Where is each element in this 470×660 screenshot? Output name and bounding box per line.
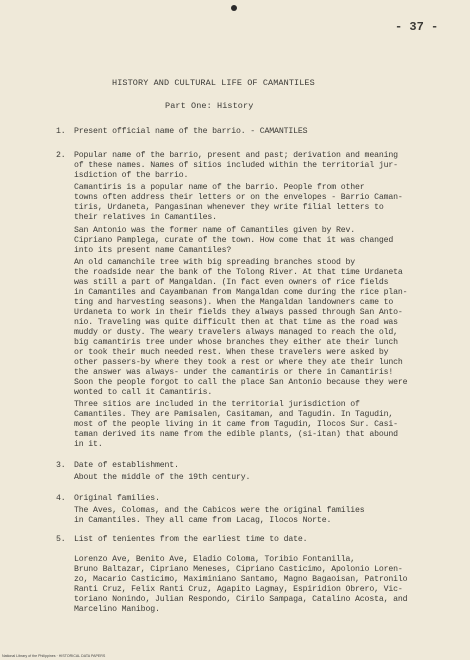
item-line: big camantiris tree under whose branches they either ate their lunch <box>74 338 398 347</box>
item-line: Soon the people forgot to call the place San Antonio because they were <box>74 378 408 387</box>
item-line: muddy or dusty. The weary travelers always managed to reach the old, <box>74 328 398 337</box>
item-line: Cipriano Pamplega, curate of the town. How come that it was changed <box>74 236 394 245</box>
item-line: Camantiris is a popular name of the barrio. People from other <box>74 183 365 192</box>
item-line: Original families. <box>74 494 160 503</box>
archive-footer: National Library of the Philippines · HISTORICAL DATA PAPERS <box>2 654 106 658</box>
item-line: in Camantiles. They all came from Lacag, Ilocos Norte. <box>74 516 332 525</box>
item-line: Lorenzo Ave, Benito Ave, Eladio Coloma, Toribio Fontanilla, <box>74 555 356 564</box>
item-line: Date of establishment. <box>74 461 179 470</box>
item-line: Three sitios are included in the territorial jurisdiction of <box>74 400 360 409</box>
item-line: The Aves, Colomas, and the Cabicos were the original families <box>74 506 365 515</box>
item-line: of these names. Names of sitios included within the territorial jur- <box>74 161 398 170</box>
item-line: Ranti Cruz, Felix Ranti Cruz, Agapito Lagmay, Espiridion Obrero, Vic- <box>74 585 403 594</box>
item-number: 5. <box>56 535 66 544</box>
item-line: in Camantiles and Cayambanan from Mangaldan come during the rice plan- <box>74 288 408 297</box>
item-line: Urdaneta to work in their fields they always passed through San Anto- <box>74 308 403 317</box>
item-line: into its present name Camantiles? <box>74 246 232 255</box>
item-line: the answer was always- under the camantiris or there in Camantiris! <box>74 368 394 377</box>
item-line: isdiction of the barrio. <box>74 171 189 180</box>
item-line: or took their much needed rest. When these travelers were asked by <box>74 348 389 357</box>
item-number: 4. <box>56 494 66 503</box>
item-line: the roadside near the bank of the Tolong River. At that time Urdaneta <box>74 268 403 277</box>
item-line: Present official name of the barrio. - CAMANTILES <box>74 127 308 136</box>
item-line: Popular name of the barrio, present and past; derivation and meaning <box>74 151 398 160</box>
item-line: ting and harvesting seasons). When the Mangaldan landowners came to <box>74 298 394 307</box>
item-line: taman derived its name from the edible plants, (si-itan) that abound <box>74 430 398 439</box>
item-line: tiris, Urdaneta, Pangasinan whenever they write filial letters to <box>74 203 384 212</box>
item-line: List of tenientes from the earliest time to date. <box>74 535 308 544</box>
item-line: About the middle of the 19th century. <box>74 473 251 482</box>
page-number: - 37 - <box>395 20 439 34</box>
item-line: Camantiles. They are Pamisalen, Casitaman, and Tagudin. In Tagudin, <box>74 410 394 419</box>
item-number: 1. <box>56 127 66 136</box>
item-line: wonted to call it Camantiris. <box>74 388 213 397</box>
item-line: toriano Nonindo, Julian Respondo, Cirilo Sampaga, Catalino Acosta, and <box>74 595 408 604</box>
part-heading: Part One: History <box>165 101 254 111</box>
document-title: HISTORY AND CULTURAL LIFE OF CAMANTILES <box>112 78 315 88</box>
item-line: Marcelino Manibog. <box>74 605 160 614</box>
item-line: An old camanchile tree with big spreading branches stood by <box>74 258 356 267</box>
item-line: nio. Traveling was quite difficult then at that time as the road was <box>74 318 398 327</box>
item-line: other passers-by where they took a rest or where they ate their lunch <box>74 358 403 367</box>
item-line: Bruno Baltazar, Cipriano Meneses, Cipriano Casticimo, Apolonio Loren- <box>74 565 403 574</box>
item-line: was still a part of Mangaldan. (In fact even owners of rice fields <box>74 278 389 287</box>
item-line: San Antonio was the former name of Camantiles given by Rev. <box>74 226 356 235</box>
item-line: their relatives in Camantiles. <box>74 213 217 222</box>
item-line: in it. <box>74 440 103 449</box>
item-number: 2. <box>56 151 66 160</box>
item-number: 3. <box>56 461 66 470</box>
item-line: most of the people living in it came from Tagudin, Ilocos Sur. Casi- <box>74 420 398 429</box>
item-line: towns often address their letters or on the envelopes - Barrio Caman- <box>74 193 403 202</box>
punch-hole-mark <box>231 5 237 11</box>
item-line: zo, Macario Casticimo, Maximiniano Santamo, Magno Bagaoisan, Patronilo <box>74 575 408 584</box>
